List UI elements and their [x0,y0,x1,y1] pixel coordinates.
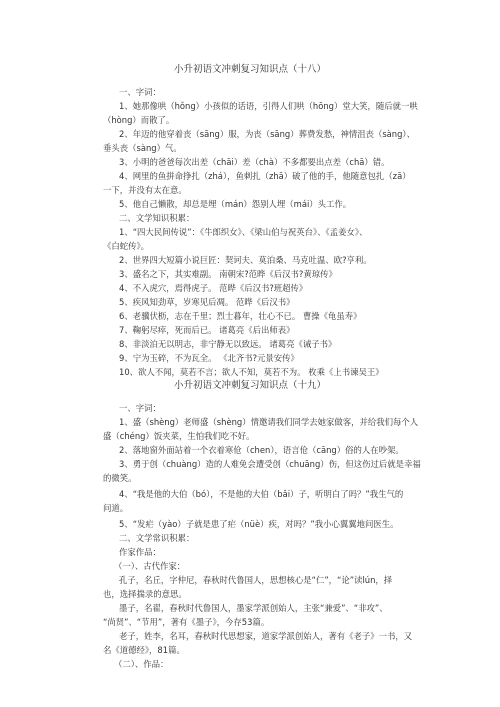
para-19-4a: 4、“我是他的大伯（bó），不是他的大伯（bǎi）子，听明白了吗？”我生气的 [119,489,404,499]
para-18-4b: 一下，并没有太在意。 [103,185,187,195]
para-18-k4: 4、不入虎穴，焉得虎子。 范晔《后汉书?班超传》 [119,283,308,293]
para-19-1b: 盛（chéng）饭夹菜，生怕我们吃不好。 [103,431,255,441]
heading-works-2: （二）、作品： [114,659,169,669]
para-19-2: 2、落地窗外面站着一个衣着寒伧（chen），语言伧（cāng）俗的人在吵架。 [119,445,404,455]
para-19-4b: 问道。 [103,503,129,513]
para-laozi-a: 老子，姓李，名耳，春秋时代思想家，道家学派创始人，著有《老子》一书，又 [119,631,413,641]
para-18-k3: 3、盛名之下，其实难副。 南朝宋?范晔《后汉书?黄琼传》 [119,269,337,279]
para-18-k10: 10、欲人不闻，莫若不言；欲人不知，莫若不为。 枚乘《上书谏吴王》 [119,367,384,377]
para-18-k2: 2、世界四大短篇小说巨匠：契诃夫、莫泊桑、马克吐温、欧?亨利。 [119,255,372,265]
heading-literature-18: 二、文学知识积累： [119,213,195,223]
para-18-k9: 9、宁为玉碎，不为瓦全。 《北齐书?元景安传》 [119,353,299,363]
para-kongzi-a: 孔子，名丘，字仲尼，春秋时代鲁国人，思想核心是“仁”，“论”读lún，择 [119,575,393,585]
section-title-18: 小升初语文冲刺复习知识点（十八） [173,64,326,75]
para-18-4a: 4、网里的鱼拼命挣扎（zhá），鱼刺扎（zhā）破了他的手，他随意包扎（zā） [119,171,411,181]
para-18-k1b: 《白蛇传》。 [103,241,150,251]
para-laozi-b: 名《道德经》，81篇。 [103,645,185,655]
para-18-1a: 1、她那像哄（hǒng）小孩似的话语，引得人们哄（hōng）堂大笑，随后就一哄 [119,101,418,111]
heading-literature-19: 二、文学常识积累： [119,533,195,543]
para-18-3: 3、小明的爸爸每次出差（chāi）差（chà）不多都要出点差（chā）错。 [119,157,390,167]
para-19-5: 5、“发疟（yào）子就是患了疟（nüè）疾，对吗？”我小心翼翼地问医生。 [119,519,399,529]
para-mozi-b: “尚贤”、“节用”，著有《墨子》，今存53篇。 [103,617,270,627]
para-18-5: 5、他自己懒散，却总是埋（mán）怨别人埋（mái）头工作。 [119,199,352,209]
para-kongzi-b: 也，选择揣录的意思。 [103,589,187,599]
para-18-k5: 5、疾风知劲草，岁寒见后凋。 范晔《后汉书》 [119,297,295,307]
para-19-1a: 1、盛（shèng）老师盛（shèng）情邀请我们同学去她家做客，并给我们每个人 [119,417,419,427]
para-18-2b: 垂头丧（sàng）气。 [103,143,182,153]
para-18-1b: （hòng）而散了。 [103,115,175,125]
para-18-k6: 6、老骥伏枥，志在千里；烈士暮年，壮心不已。 曹操《龟虽寿》 [119,311,362,321]
para-19-3b: 的微笑。 [103,473,137,483]
heading-ancient-authors: （一）、古代作家： [114,561,186,571]
heading-works: 作家作品： [119,547,161,557]
para-18-k7: 7、鞠躬尽瘁，死而后已。 诸葛亮《后出师表》 [119,325,295,335]
heading-words-19: 一、字词： [119,403,161,413]
para-18-k8: 8、非淡泊无以明志，非宁静无以致远。 诸葛亮《诫子书》 [119,339,337,349]
para-mozi-a: 墨子，名翟，春秋时代鲁国人，墨家学派创始人，主张“兼爱”、“非攻”、 [119,603,388,613]
heading-words-18: 一、字词： [119,87,161,97]
para-18-k1a: 1、“四大民间传说”：《牛郎织女》、《梁山伯与祝英台》、《孟姜女》、 [119,227,368,237]
para-18-2a: 2、年迈的他穿着丧（sāng）服，为丧（sāng）葬费发愁，神情沮丧（sàng）、 [119,129,415,139]
para-19-3a: 3、勇于创（chuàng）造的人难免会遭受创（chuāng）伤，但这伤过后就是幸福 [119,459,421,469]
section-title-19: 小升初语文冲刺复习知识点（十九） [173,380,326,391]
